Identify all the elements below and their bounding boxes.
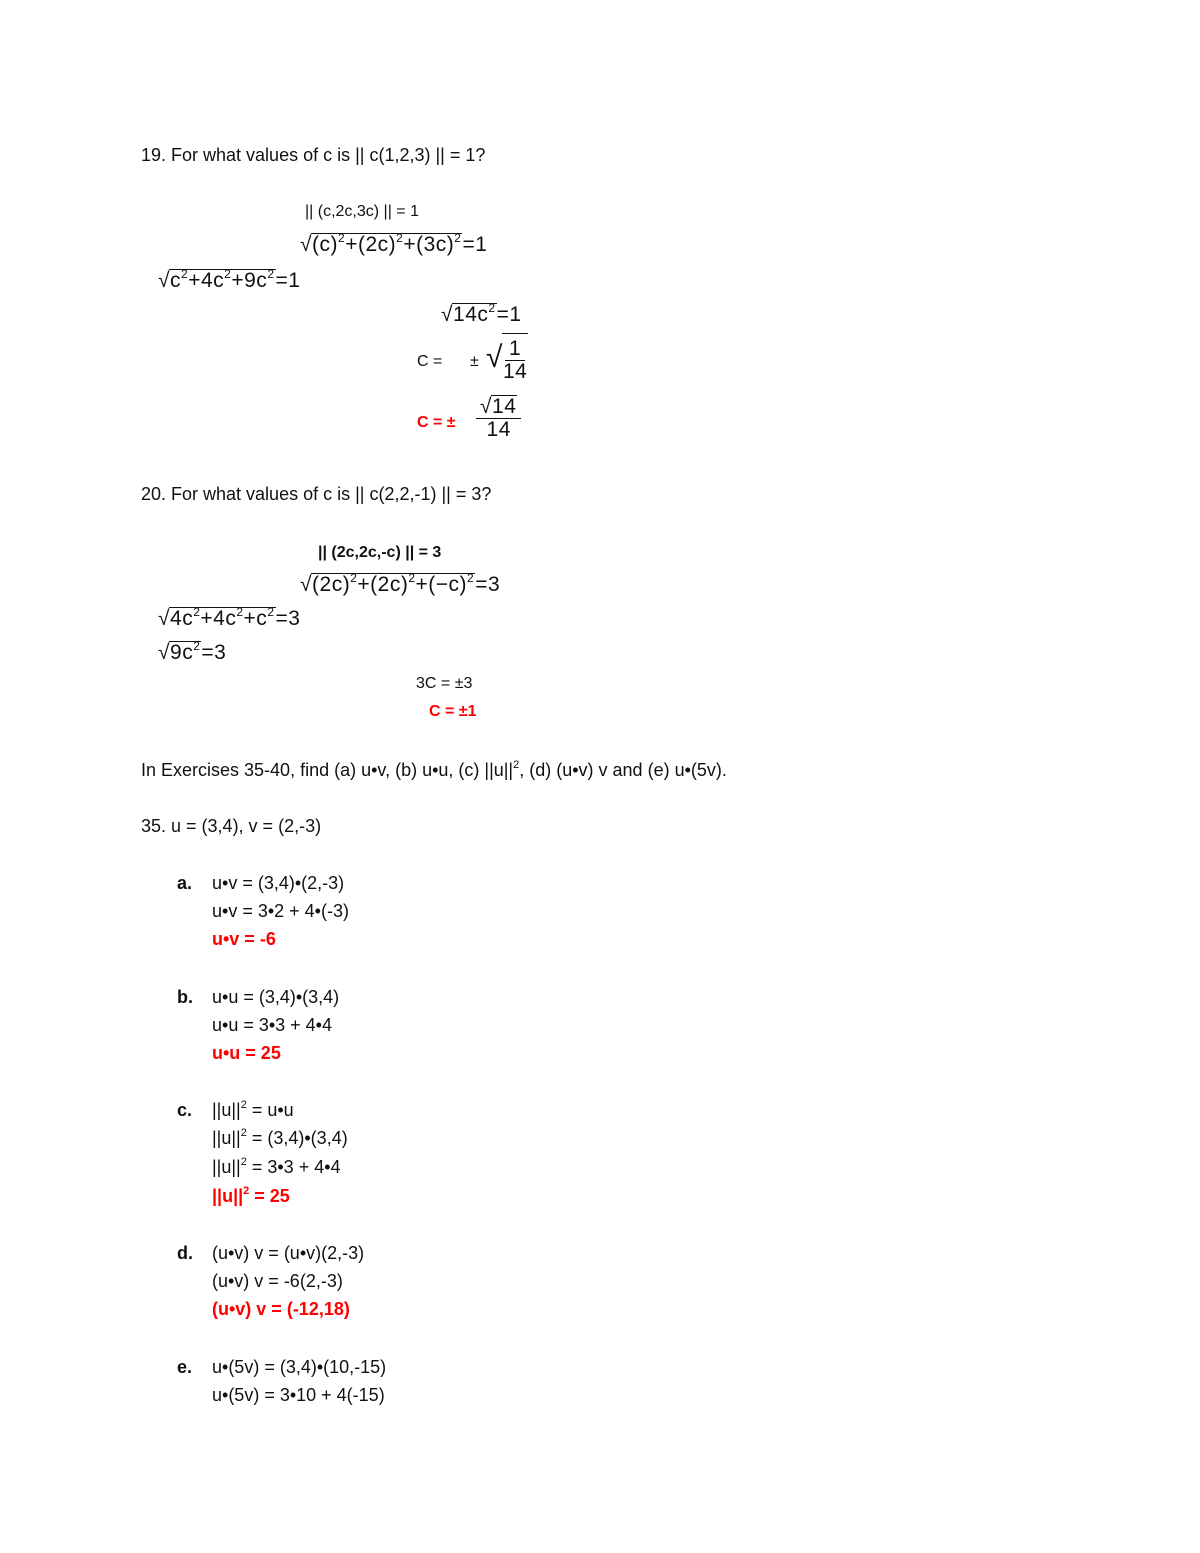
term: +c (243, 607, 268, 630)
part-e-label: e. (177, 1357, 193, 1377)
rhs: = u•u (251, 1100, 294, 1120)
rhs: =1 (462, 233, 488, 256)
denominator: 14 (502, 360, 528, 383)
part-a-answer: u•v = -6 (212, 929, 276, 949)
part-d-line: (u•v) v = (u•v)(2,-3) (212, 1243, 365, 1263)
norm: ||u|| (212, 1157, 241, 1177)
exponent: 2 (488, 301, 496, 315)
radicand (169, 269, 275, 292)
superscript: 2 (240, 1099, 247, 1111)
norm: ||u|| (212, 1186, 244, 1206)
radicand (169, 607, 275, 630)
term: c (170, 269, 182, 292)
part-d-line: (u•v) v = -6(2,-3) (212, 1271, 343, 1291)
part-c-line (212, 1127, 348, 1149)
exercises-intro (141, 759, 727, 781)
norm: ||u|| (212, 1100, 241, 1120)
superscript: 2 (240, 1127, 247, 1139)
part-c-label: c. (177, 1100, 193, 1120)
q19-step2: $√c^2+4c^2+9c^2=1$ (158, 267, 301, 292)
part-c-answer (212, 1185, 290, 1207)
term: +(2c) (357, 573, 409, 596)
part-d-answer: (u•v) v = (-12,18) (212, 1299, 350, 1319)
q20-step2: $√4c^2+4c^2+c^2=3$ (158, 605, 301, 630)
part-b-line: u•u = 3•3 + 4•4 (212, 1015, 332, 1035)
rhs: =3 (201, 641, 227, 664)
rhs: =3 (275, 607, 301, 630)
superscript: 2 (240, 1156, 247, 1168)
term: +4c (188, 269, 225, 292)
rhs: =3 (475, 573, 501, 596)
q20-step1: $√(2c)^2+(2c)^2+(-c)^2=3$ (300, 571, 501, 596)
numerator: 14 (492, 395, 517, 418)
numerator: 1 (505, 338, 525, 361)
question-20: 20. For what values of c is || c(2,2,-1) || = 3? (141, 484, 492, 504)
term: +(−c) (415, 573, 468, 596)
exponent: 2 (350, 571, 358, 585)
denominator: 14 (486, 418, 511, 441)
q19-answer-fraction: $\frac{√14}{14}$ (476, 395, 521, 441)
q19-step3: $√14c^2=1$ (441, 301, 522, 326)
superscript: 2 (243, 1185, 250, 1197)
term: +(3c) (403, 233, 455, 256)
intro-superscript: 2 (513, 759, 520, 771)
exponent: 2 (408, 571, 416, 585)
rhs: =1 (275, 269, 301, 292)
q20-norm: || (2c,2c,-c) || = 3 (318, 544, 442, 561)
intro-text: In Exercises 35-40, find (a) u•v, (b) u•u, (c) ||u|| (141, 760, 514, 780)
part-b-line: u•u = (3,4)•(3,4) (212, 987, 340, 1007)
q19-plus-minus: ± (470, 353, 479, 370)
term: +9c (231, 269, 268, 292)
rhs: = 3•3 + 4•4 (251, 1157, 341, 1177)
term: 14c (453, 303, 489, 326)
exponent: 2 (396, 231, 404, 245)
norm: ||u|| (212, 1128, 241, 1148)
exponent: 2 (267, 605, 275, 619)
q19-norm: || (c,2c,3c) || = 1 (305, 203, 419, 220)
q19-c-label: C = (417, 353, 443, 370)
intro-text-end: , (d) (u•v) v and (e) u•(5v). (519, 760, 727, 780)
exponent: 2 (224, 267, 232, 281)
exponent: 2 (267, 267, 275, 281)
exponent: 2 (181, 267, 189, 281)
question-19: 19. For what values of c is || c(1,2,3) || = 1? (141, 145, 486, 165)
part-a-line: u•v = (3,4)•(2,-3) (212, 873, 345, 893)
exponent: 2 (236, 605, 244, 619)
rhs: =1 (496, 303, 522, 326)
radicand (452, 303, 497, 326)
q19-sqrt-fraction: √ $\frac{1}{14}$ (486, 333, 528, 383)
part-e-line: u•(5v) = (3,4)•(10,-15) (212, 1357, 387, 1377)
q19-step1: $√(c)^2+(2c)^2+(3c)^2=1$ (300, 231, 488, 256)
exponent: 2 (338, 231, 346, 245)
q19-answer-label: C = ± (417, 414, 456, 431)
term: (2c) (312, 573, 351, 596)
radicand (311, 573, 475, 596)
exponent: 2 (454, 231, 462, 245)
q20-step4: 3C = ±3 (416, 675, 473, 692)
term: 4c (170, 607, 194, 630)
part-d-label: d. (177, 1243, 193, 1263)
part-c-line (212, 1156, 341, 1178)
term: (c) (312, 233, 339, 256)
part-c-line (212, 1099, 294, 1121)
radicand (169, 641, 201, 664)
q20-answer: C = ±1 (429, 703, 477, 720)
part-a-label: a. (177, 873, 193, 893)
exponent: 2 (193, 605, 201, 619)
problem-35: 35. u = (3,4), v = (2,-3) (141, 816, 322, 836)
rhs: = 25 (254, 1186, 290, 1206)
term: +(2c) (345, 233, 397, 256)
exponent: 2 (467, 571, 475, 585)
term: 9c (170, 641, 194, 664)
rhs: = (3,4)•(3,4) (251, 1128, 348, 1148)
part-a-line: u•v = 3•2 + 4•(-3) (212, 901, 349, 921)
part-e-line: u•(5v) = 3•10 + 4(-15) (212, 1385, 385, 1405)
radicand (311, 233, 462, 256)
q20-step3: $√9c^2=3$ (158, 639, 227, 664)
term: +4c (200, 607, 237, 630)
part-b-answer: u•u = 25 (212, 1043, 281, 1063)
exponent: 2 (193, 639, 201, 653)
part-b-label: b. (177, 987, 193, 1007)
